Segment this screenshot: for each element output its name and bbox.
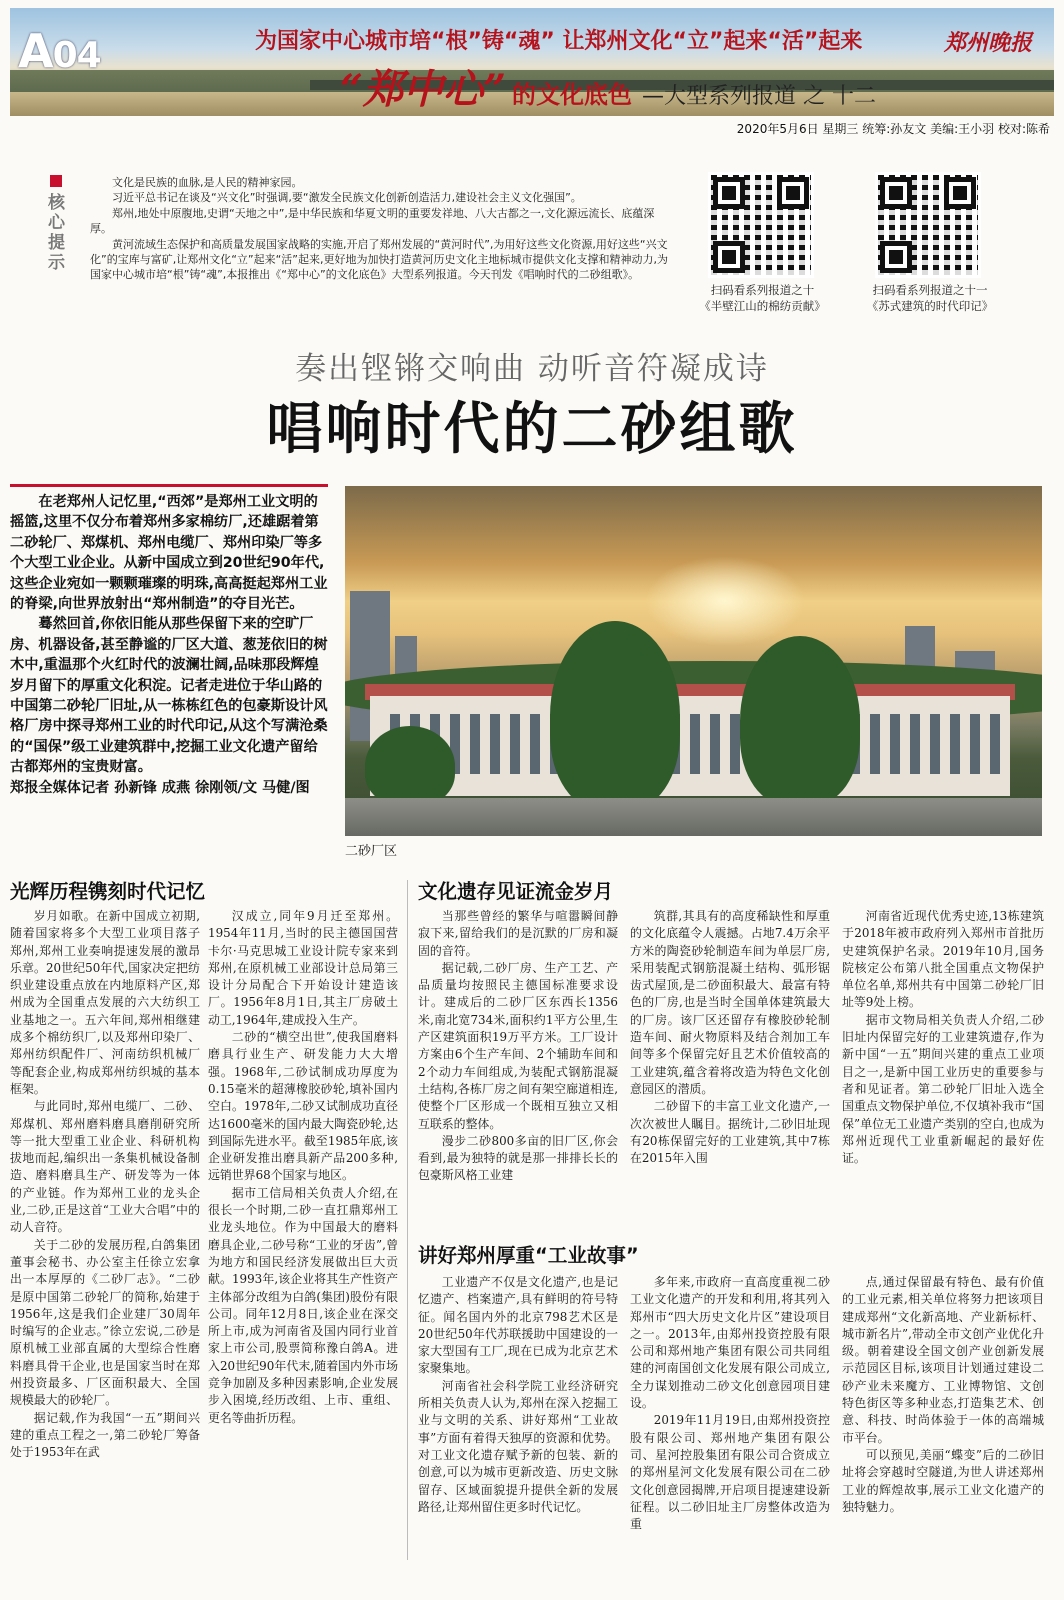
tree — [550, 621, 680, 811]
key-points-label: 核心提示 — [48, 175, 66, 273]
factory-hall — [370, 696, 1010, 796]
tree — [740, 636, 860, 806]
section-heading-heritage: 文化遗存见证流金岁月 — [418, 880, 614, 903]
tree — [365, 726, 455, 806]
series-rest: 的文化底色 — [512, 81, 633, 109]
series-title — [340, 58, 876, 115]
lead-text: 在老郑州人记忆里,“西郊”是郑州工业文明的摇篮,这里不仅分布着郑州多家棉纺厂,还雄踞着第二砂轮厂、郑煤机、郑州电缆厂、郑州印染厂等多个大型工业企业。从新中国成立到20世纪90年代,这些企业宛如一颗颗璀璨的明珠,高高挺起郑州工业的脊梁,向世界放射出“郑州制造”的夺目光芒。 蓦然回首,你依旧能从那些保留下来的空旷厂房、机器设备,甚至静谧的厂区大道、葱茏依旧的树木中,重温那个火红时代的波澜壮阔,品味那段辉煌岁月留下的厚重文化积淀。记者走进位于华山路的中国第二砂轮厂旧址,从一栋栋红色的包豪斯设计风格厂房中探寻郑州工业的时代印记,从这个写满沧桑的“国保”级工业建筑群中,挖掘工业文化遗产留给古都郑州的宝贵财富。 郑报全媒体记者 孙新锋 成燕 徐刚领/文 马健/图 — [10, 492, 328, 798]
factory-photo — [345, 486, 1042, 836]
qr-code-icon[interactable] — [875, 172, 981, 278]
section-heritage-col3: 河南省近现代优秀史迹,13栋建筑于2018年被市政府列入郑州市首批历史建筑保护名录。2019年10月,国务院核定公布第八批全国重点文物保护单位名单,郑州共有中国第二砂轮厂旧址等9处上榜。 据市文物局相关负责人介绍,二砂旧址内保留完好的工业建筑遗存,作为新中国“一五”期间兴建的重点工业项目之一,是新中国工业历史的重要参与者和见证者。第二砂轮厂旧址入选全国重点文物保护单位,不仅填补我市“国保”单位无工业遗产类别的空白,也成为郑州近现代工业重新崛起的最好佐证。 — [842, 909, 1044, 1166]
series-name: “郑中心” — [340, 66, 507, 113]
qr-code-11[interactable] — [875, 172, 981, 278]
section-story-col2: 多年来,市政府一直高度重视二砂工业文化遗产的开发和利用,将其列入郑州市“四大历史文化片区”建设项目之一。2013年,由郑州投资控股有限公司和郑州地产集团有限公司共同组建的河南国创文化发展有限公司成立,全力谋划推动二砂文化创意园项目建设。 2019年11月19日,由郑州投资控股有限公司、郑州地产集团有限公司、星河控股集团有限公司合资成立的郑州星河文化发展有限公司在二砂文化创意园揭牌,开启项目提速建设新征程。以二砂旧址主厂房整体改造为重 — [630, 1275, 830, 1532]
section-heading-history: 光辉历程镌刻时代记忆 — [10, 880, 206, 903]
section-story-col1: 工业遗产不仅是文化遗产,也是记忆遗产、档案遗产,具有鲜明的符号特征。闻名国内外的北京798艺术区是20世纪50年代苏联援助中国建设的一家大型国有工厂,现在已成为北京艺术家聚集地。 河南省社会科学院工业经济研究所相关负责人认为,郑州在深入挖掘工业与文明的关系、讲好郑州“工业故事”方面有着得天独厚的资源和优势。对工业文化遗存赋予新的包装、新的创意,可以为城市更新改造、历史文脉留存、区域面貌提升提供全新的发展路径,让郑州留住更多时代记忆。 — [418, 1275, 618, 1514]
photo-caption: 二砂厂区 — [345, 844, 398, 859]
qr-caption-11: 扫码看系列报道之十一 《苏式建筑的时代印记》 — [866, 283, 994, 313]
lead-rule — [10, 484, 328, 487]
page-banner — [10, 8, 1054, 116]
factory-road — [345, 798, 1042, 836]
page-number: A04 — [18, 24, 101, 78]
headline-subtitle: 奏出铿锵交响曲 动听音符凝成诗 — [295, 351, 769, 387]
sunset-glow — [645, 556, 805, 646]
qr-code-10[interactable] — [708, 172, 814, 278]
headline-title: 唱响时代的二砂组歌 — [266, 396, 798, 462]
section-history-col1: 岁月如歌。在新中国成立初期,随着国家将多个大型工业项目落子郑州,郑州工业奏响提速发展的激昂乐章。20世纪50年代,国家决定把纺织业建设重点放在内地原料产区,郑州成为全国重点发展的六大纺织工业基地之一。五六年间,郑州相继建成多个棉纺织厂,以及郑州印染厂、郑州纺织配件厂、河南纺织机械厂等配套企业,构成郑州纺织城的基本框架。 与此同时,郑州电缆厂、二砂、郑煤机、郑州磨料磨具磨削研究所等一批大型重工业企业、科研机构拔地而起,编织出一条集机械设备制造、磨料磨具生产、研发等为一体的产业链。作为郑州工业的龙头企业,二砂,正是这首“工业大合唱”中的动人音符。 关于二砂的发展历程,白鸽集团董事会秘书、办公室主任徐立宏拿出一本厚厚的《二砂厂志》。“二砂是原中国第二砂轮厂的简称,始建于1956年,这是我们企业建厂30周年时编写的企业志。”徐立宏说,二砂是原机械工业部直属的大型综合性磨料磨具骨干企业,也是国家当时在郑州投资最多、厂区面积最大、全国规模最大的砂轮厂。 据记载,作为我国“一五”期间兴建的重点工程之一,第二砂轮厂筹备处于1953年在武 — [10, 909, 200, 1460]
key-points-text: 文化是民族的血脉,是人民的精神家园。 习近平总书记在谈及“兴文化”时强调,要“激发全民族文化创新创造活力,建设社会主义文化强国”。 郑州,地处中原腹地,史谓“天地之中”,是中华民族和华夏文明的重要发祥地、八大古都之一,文化源远流长、底蕴深厚。 黄河流域生态保护和高质量发展国家战略的实施,开启了郑州发展的“黄河时代”,为用好这些文化资源,用好这些“兴文化”的宝库与富矿,让郑州文化“立”起来“活”起来,更好地为加快打造黄河历史文化主地标城市提供文化支撑和精神动力,为国家中心城市培“根”铸“魂”,本报推出《“郑中心”的文化底色》大型系列报道。今天刊发《唱响时代的二砂组歌》。 — [90, 176, 668, 282]
series-tag: —大型系列报道 之 十二 — [642, 84, 877, 109]
qr-caption-10: 扫码看系列报道之十 《半壁江山的棉纺贡献》 — [699, 283, 826, 313]
section-heritage-col1: 当那些曾经的繁华与喧嚣瞬间静寂下来,留给我们的是沉默的厂房和凝固的音符。 据记载,二砂厂房、生产工艺、产品质量均按照民主德国标准要求设计。建成后的二砂厂区东西长1356米,南北宽734米,面积约1平方公里,生产区建筑面积19万平方米。工厂设计方案由6个生产车间、2个辅助车间和2个动力车间组成,为装配式钢筋混凝土结构,各栋厂房之间有架空廊道相连,使整个厂区形成一个既相互独立又相互联系的整体。 漫步二砂800多亩的旧厂区,你会看到,最为独特的就是那一排排长长的包豪斯风格工业建 — [418, 909, 618, 1183]
column-divider — [407, 880, 408, 1560]
red-square-icon — [50, 175, 62, 187]
banner-slogan: 为国家中心城市培“根”铸“魂” 让郑州文化“立”起来“活”起来 — [255, 29, 863, 54]
section-story-col3: 点,通过保留最有特色、最有价值的工业元素,相关单位将努力把该项目建成郑州“文化新高地、产业新标杆、城市新名片”,带动全市文创产业优化升级。朝着建设全国文创产业创新发展示范园区目标,该项目计划通过建设二砂产业未来魔方、工业博物馆、文创特色街区等多种业态,打造集艺术、创意、科技、时尚体验于一体的高端城市平台。 可以预见,美丽“蝶变”后的二砂旧址将会穿越时空隧道,为世人讲述郑州工业的辉煌故事,展示工业文化遗产的独特魅力。 — [842, 1275, 1044, 1514]
dateline: 2020年5月6日 星期三 统筹:孙友文 美编:王小羽 校对:陈希 — [736, 122, 1050, 136]
section-heritage-col2: 筑群,其具有的高度稀缺性和厚重的文化底蕴令人震撼。占地7.4万余平方米的陶瓷砂轮制造车间为单层厂房,采用装配式钢筋混凝土结构、弧形锯齿式屋顶,是二砂面积最大、最富有特色的厂房,也是当时全国单体建筑最大的厂房。该厂区还留存有橡胶砂轮制造车间、耐火物原料及结合剂加工车间等多个保留完好且艺术价值较高的工业建筑,蕴含着将改造为特色文化创意园区的潜质。 二砂留下的丰富工业文化遗产,一次次被世人瞩目。据统计,二砂旧址现有20栋保留完好的工业建筑,其中7栋在2015年入围 — [630, 909, 830, 1166]
section-heading-story: 讲好郑州厚重“工业故事” — [418, 1244, 639, 1267]
byline: 郑报全媒体记者 孙新锋 成燕 徐刚领/文 马健/图 — [10, 779, 310, 796]
section-history-col2: 汉成立,同年9月迁至郑州。1954年11月,当时的民主德国国营卡尔·马克思城工业设计院专家来到郑州,在原机械工业部设计总局第三设计分局配合下开始设计建造该厂。1956年8月1日,其主厂房破土动工,1964年,建成投入生产。 二砂的“横空出世”,使我国磨料磨具行业生产、研发能力大大增强。1968年,二砂试制成功厚度为0.15毫米的超薄橡胶砂轮,填补国内空白。1978年,二砂又试制成功直径达1600毫米的国内最大陶瓷砂轮,达到国际先进水平。截至1985年底,该企业研发推出磨具新产品200多种,远销世界68个国家与地区。 据市工信局相关负责人介绍,在很长一个时期,二砂一直扛鼎郑州工业龙头地位。作为中国最大的磨料磨具企业,二砂号称“工业的牙齿”,曾为地方和国民经济发展做出巨大贡献。1993年,该企业将其生产性资产主体部分改组为白鸽(集团)股份有限公司。同年12月8日,该企业在深交所上市,成为河南省及国内同行业首家上市公司,股票简称豫白鸽A。进入20世纪90年代末,随着国内外市场竞争加剧及多种因素影响,企业发展步入困境,经历改组、上市、重组、更名等曲折历程。 — [208, 909, 398, 1425]
masthead-logo: 郑州晚报 — [943, 30, 1032, 56]
qr-code-icon[interactable] — [708, 172, 814, 278]
